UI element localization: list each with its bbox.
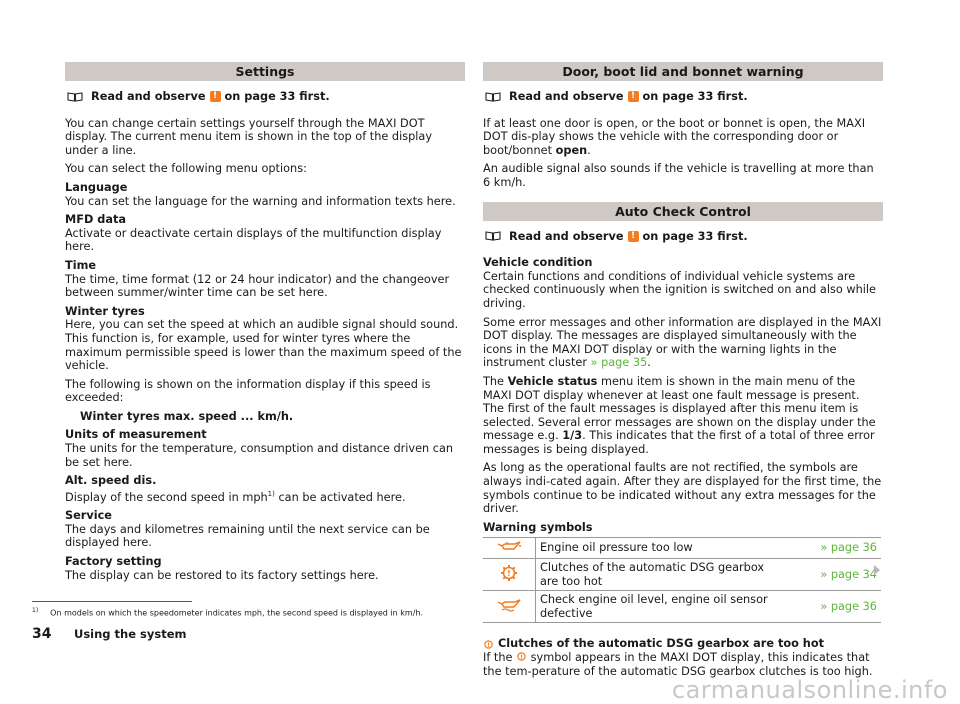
dsg-text: If the — [483, 651, 517, 664]
read-observe-suffix: on page 33 first. — [224, 90, 330, 103]
dsg-paragraph — [483, 651, 883, 678]
info-line: The following is shown on the information display if this speed is exceeded: — [65, 377, 431, 405]
menu-item-text: The units for the temperature, consumption and distance driven can be set here. — [65, 442, 454, 469]
menu-item-text: The days and kilometres remaining until the next service can be displayed here. — [65, 522, 430, 550]
book-icon — [67, 92, 83, 102]
vehicle-status-term: Vehicle status — [507, 374, 598, 388]
read-observe-suffix: on page 33 first. — [642, 229, 748, 243]
section-header-auto-check: Auto Check Control — [483, 202, 883, 221]
icon-cell — [483, 559, 536, 591]
menu-item-term: Units of measurement — [65, 428, 207, 442]
door-open-term: open — [555, 143, 588, 157]
vehicle-condition — [483, 256, 883, 310]
menu-item-term: Language — [65, 180, 128, 194]
icon-cell — [483, 591, 536, 623]
door-audible-paragraph: An audible signal also sounds if the vehicle is travelling at more than 6 km/h. — [483, 162, 874, 189]
alt-speed-text-after: can be activated here. — [274, 490, 406, 504]
menu-item-term: Alt. speed dis. — [65, 474, 157, 488]
page-link[interactable]: » page 35 — [590, 356, 648, 370]
menu-item-term: Factory setting — [65, 554, 162, 568]
message-counter: 1/3 — [562, 429, 583, 443]
icon-cell — [483, 538, 536, 559]
continue-arrow-icon — [874, 565, 880, 575]
section-header-settings: Settings — [65, 62, 465, 81]
page-number: 34 — [32, 626, 52, 642]
vehicle-status-paragraph — [483, 375, 883, 457]
status-text: The — [483, 374, 508, 388]
menu-item-text: The display can be restored to its factory settings here. — [65, 568, 379, 582]
menu-item-term: Winter tyres — [65, 304, 145, 318]
book-icon — [485, 92, 501, 102]
menu-item-language — [65, 181, 465, 208]
dsg-title — [483, 637, 883, 651]
table-row — [483, 559, 881, 591]
warning-icon: ! — [210, 91, 221, 102]
oil-can-icon — [496, 540, 522, 552]
watermark: carmanualsonline.info — [671, 676, 948, 704]
menu-item-text: You can set the language for the warning and information texts here. — [65, 194, 456, 208]
intro-paragraph: You can change certain settings yourself through the MAXI DOT display. The current menu item is shown in the top of the display under a line. — [65, 116, 433, 157]
dsg-text-after: symbol appears in the MAXI DOT display, this indicates that the tem-perature of the automatic DSG gearbox clutches is too high. — [483, 651, 873, 678]
book-icon — [485, 231, 501, 241]
desc-cell: Engine oil pressure too low — [536, 538, 783, 559]
menu-item-text — [65, 488, 465, 504]
warning-icon: ! — [628, 231, 639, 242]
footnote-mark: 1) — [32, 607, 39, 614]
read-observe-prefix: Read and observe — [509, 90, 624, 103]
page-footer — [32, 628, 187, 642]
intro-options: You can select the following menu options: — [65, 162, 307, 176]
table-row — [483, 538, 881, 559]
menu-item-term: MFD data — [65, 213, 127, 227]
info-value: Winter tyres max. speed ... km/h. — [80, 409, 294, 423]
status-text: . This indicates that the first of a total of three error messages is being displayed. — [483, 429, 875, 456]
left-column — [65, 62, 465, 582]
menu-item-winter-tyres — [65, 305, 465, 373]
faults-paragraph: As long as the operational faults are not rectified, the symbols are always indi-cated again. After they are displayed for the first time, the symbols continue to be indicated without any extra messages for the driver. — [483, 461, 882, 516]
svg-text:!: ! — [487, 641, 490, 649]
warning-icon: ! — [628, 91, 639, 102]
footnote — [32, 606, 423, 619]
error-messages-paragraph — [483, 316, 883, 370]
menu-item-text: Here, you can set the speed at which an audible signal should sound. This function is, for example, used for winter tyres where the maximum permissible speed is lower than the maximum speed of the vehicle. — [65, 318, 462, 373]
menu-item-text: Activate or deactivate certain displays of the multifunction display here. — [65, 226, 442, 254]
table-row — [483, 591, 881, 623]
footnote-divider — [32, 601, 192, 602]
menu-item-term: Time — [65, 258, 97, 272]
footnote-ref: 1) — [267, 489, 275, 498]
menu-item-time — [65, 259, 465, 300]
menu-item-factory-setting — [65, 555, 465, 582]
menu-item-alt-speed — [65, 474, 465, 504]
oil-level-icon — [496, 598, 522, 612]
chapter-title: Using the system — [74, 627, 187, 641]
dsg-title-text: Clutches of the automatic DSG gearbox are too hot — [498, 637, 825, 651]
right-column — [483, 62, 883, 678]
read-observe-prefix: Read and observe — [509, 229, 624, 243]
menu-item-text: The time, time format (12 or 24 hour indicator) and the changeover between summer/winter time can be set here. — [65, 272, 450, 300]
gear-warning-icon — [516, 651, 527, 662]
vehicle-condition-term: Vehicle condition — [483, 256, 593, 270]
read-observe-note — [65, 90, 465, 104]
read-observe-prefix: Read and observe — [91, 90, 206, 103]
menu-item-mfd-data — [65, 213, 465, 254]
menu-item-service — [65, 509, 465, 550]
desc-cell: Check engine oil level, engine oil sensor defective — [536, 591, 783, 623]
svg-text:!: ! — [520, 653, 523, 661]
vehicle-condition-text: Certain functions and conditions of individual vehicle systems are checked continuously when the ignition is switched on and also while driving. — [483, 269, 876, 310]
door-paragraph — [483, 117, 883, 158]
footnote-text: On models on which the speedometer indicates mph, the second speed is displayed in km/h. — [50, 608, 423, 618]
warning-symbols-title: Warning symbols — [483, 520, 593, 534]
door-text: If at least one door is open, or the boot or bonnet is open, the MAXI DOT dis-play shows the vehicle with the corresponding door or boot/bonnet — [483, 116, 866, 157]
desc-cell: Clutches of the automatic DSG gearbox are too hot — [536, 559, 783, 591]
error-text: Some error messages and other information are displayed in the MAXI DOT display. The messages are displayed simultaneously with the icons in the MAXI DOT display or with the warning lights in the instrument cluster — [483, 315, 882, 370]
menu-item-units — [65, 428, 465, 469]
section-header-door-warning: Door, boot lid and bonnet warning — [483, 62, 883, 81]
error-text-end: . — [647, 356, 651, 370]
door-text-end: . — [587, 143, 591, 157]
status-text: menu item is shown in the main menu of the MAXI DOT display whenever at least one fault message is present. The first of the fault messages is displayed after this menu item is selected. Several error messages are shown on the display under the message e.g. — [483, 374, 876, 443]
page-link[interactable]: » page 36 — [782, 591, 881, 623]
read-observe-note — [483, 90, 883, 104]
page-link[interactable]: » page 36 — [782, 538, 881, 559]
alt-speed-text: Display of the second speed in mph — [65, 490, 268, 504]
read-observe-note — [483, 230, 883, 244]
page-link[interactable]: » page 34 — [782, 559, 881, 591]
gear-warning-icon — [483, 639, 494, 650]
svg-text:!: ! — [507, 568, 511, 578]
menu-item-term: Service — [65, 509, 112, 523]
warning-symbols-table — [483, 537, 881, 623]
gear-warning-icon — [500, 564, 518, 582]
read-observe-suffix: on page 33 first. — [642, 90, 748, 103]
